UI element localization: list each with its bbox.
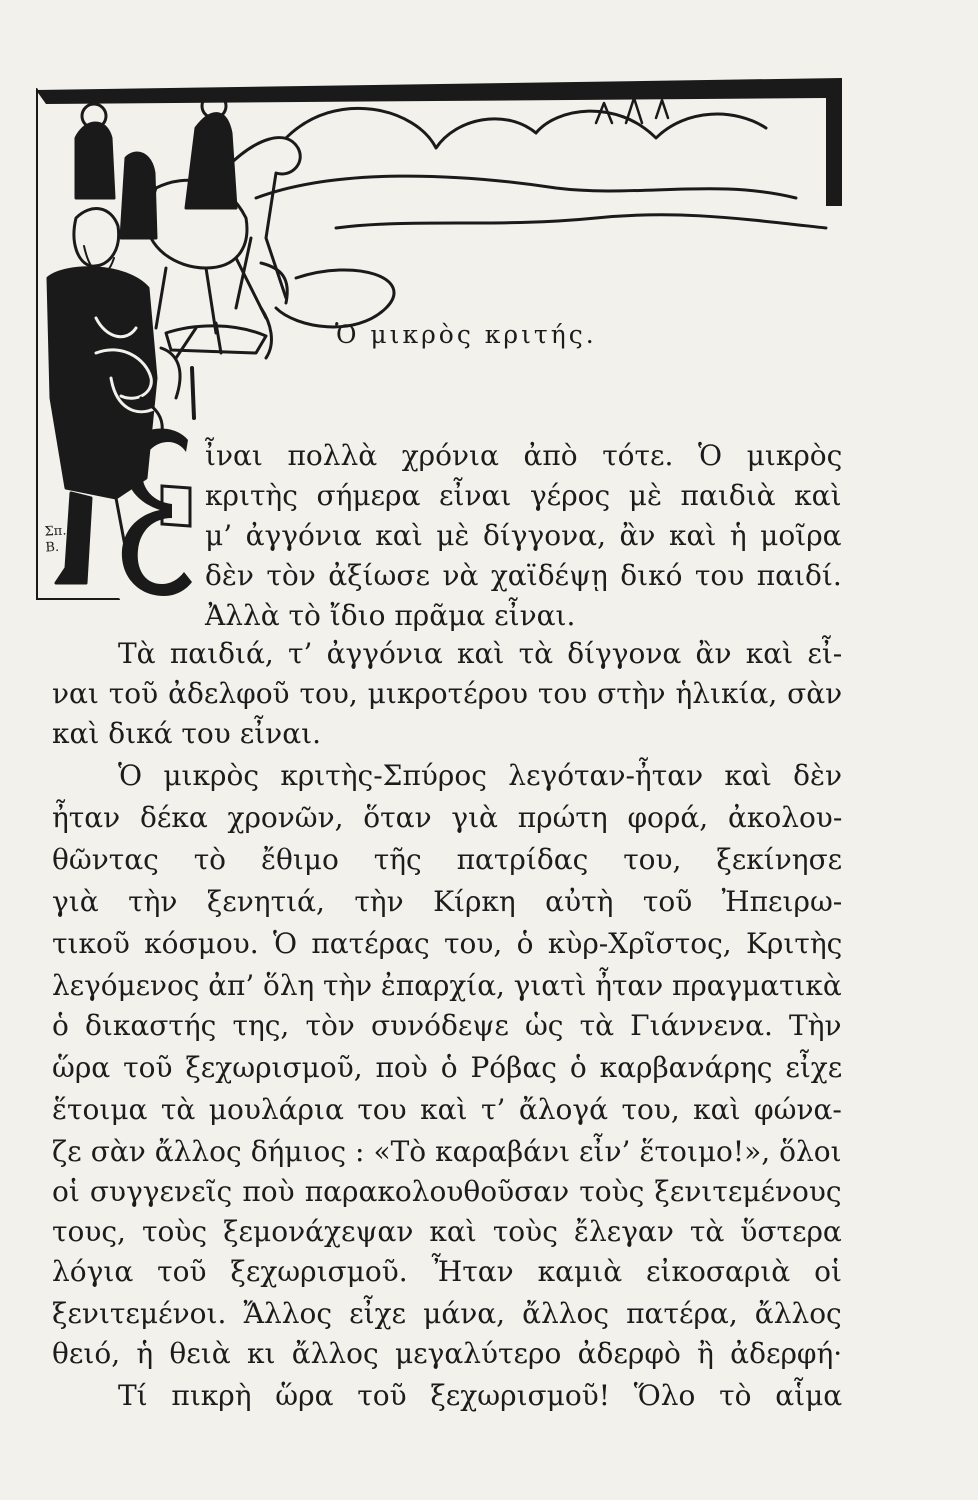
- text-line: τικοῦ κόσμου. Ὁ πατέρας του, ὁ κὺρ-Χρῖστος, Κριτὴς: [52, 927, 843, 960]
- text-line: ξενιτεμένοι. Ἄλλος εἶχε μάνα, ἄλλος πατέρα, ἄλλος: [52, 1297, 842, 1330]
- text-line: Τὰ παιδιά, τ’ ἀγγόνια καὶ τὰ δίγγονα ἂν καὶ εἶ-: [118, 637, 843, 670]
- text-line: καὶ δικά του εἶναι.: [52, 717, 321, 750]
- text-line: ὥρα τοῦ ξεχωρισμοῦ, ποὺ ὁ Ρόβας ὁ καρβανάρης εἶχε: [52, 1051, 843, 1084]
- text-line: θῶντας τὸ ἔθιμο τῆς πατρίδας του, ξεκίνησε: [52, 843, 843, 876]
- chapter-title: Ὁ μικρὸς κριτής.: [335, 320, 597, 349]
- text-line: Ἀλλὰ τὸ ἴδιο πρᾶμα εἶναι.: [205, 599, 576, 632]
- text-line: γιὰ τὴν ξενητιά, τὴν Κίρκη αὐτὴ τοῦ Ἠπειρω-: [52, 885, 843, 918]
- signature-line-1: Σπ.: [44, 523, 67, 540]
- text-line: ὁ δικαστής της, τὸν συνόδεψε ὡς τὰ Γιάννενα. Τὴν: [52, 1009, 842, 1042]
- text-line: ναι τοῦ ἀδελφοῦ του, μικροτέρου του στὴν ἡλικία, σὰν: [52, 677, 843, 710]
- text-line: ἦταν δέκα χρονῶν, ὅταν γιὰ πρώτη φορά, ἀκολου-: [52, 801, 843, 834]
- text-line: Τί πικρὴ ὥρα τοῦ ξεχωρισμοῦ! Ὅλο τὸ αἷμα: [118, 1379, 843, 1412]
- text-line: ζε σὰν ἄλλος δήμιος : «Τὸ καραβάνι εἶν’ ἕτοιμο!», ὅλοι: [52, 1135, 842, 1168]
- text-line: Ὁ μικρὸς κριτὴς-Σπύρος λεγόταν-ἦταν καὶ δὲν: [118, 759, 843, 792]
- epsilon-dropcap-glyph: [114, 426, 194, 598]
- text-line: ἕτοιμα τὰ μουλάρια του καὶ τ’ ἄλογά του, καὶ φώνα-: [52, 1093, 842, 1126]
- text-line: τους, τοὺς ξεμονάχεψαν καὶ τοὺς ἔλεγαν τὰ ὕστερα: [52, 1215, 842, 1248]
- text-line: ἶναι πολλὰ χρόνια ἀπὸ τότε. Ὁ μικρὸς: [205, 439, 843, 472]
- text-line: λεγόμενος ἀπ’ ὅλη τὴν ἐπαρχία, γιατὶ ἦταν πραγματικὰ: [52, 969, 842, 1002]
- text-line: οἱ συγγενεῖς ποὺ παρακολουθοῦσαν τοὺς ξενιτεμένους: [52, 1175, 842, 1208]
- text-line: μ’ ἀγγόνια καὶ μὲ δίγγονα, ἂν καὶ ἡ μοῖρα: [205, 519, 842, 552]
- decorative-dropcap: [114, 426, 194, 598]
- text-line: δὲν τὸν ἀξίωσε νὰ χαϊδέψῃ δικό του παιδί.: [205, 559, 842, 592]
- illustrator-signature: [44, 523, 68, 556]
- signature-line-2: Β.: [45, 539, 60, 556]
- text-line: κριτὴς σήμερα εἶναι γέρος μὲ παιδιὰ καὶ: [205, 479, 842, 512]
- text-line: λόγια τοῦ ξεχωρισμοῦ. Ἦταν καμιὰ εἰκοσαριὰ οἱ: [52, 1255, 842, 1288]
- text-line: θειό, ἡ θειὰ κι ἄλλος μεγαλύτερο ἀδερφὸ ἢ ἀδερφή·: [52, 1337, 843, 1370]
